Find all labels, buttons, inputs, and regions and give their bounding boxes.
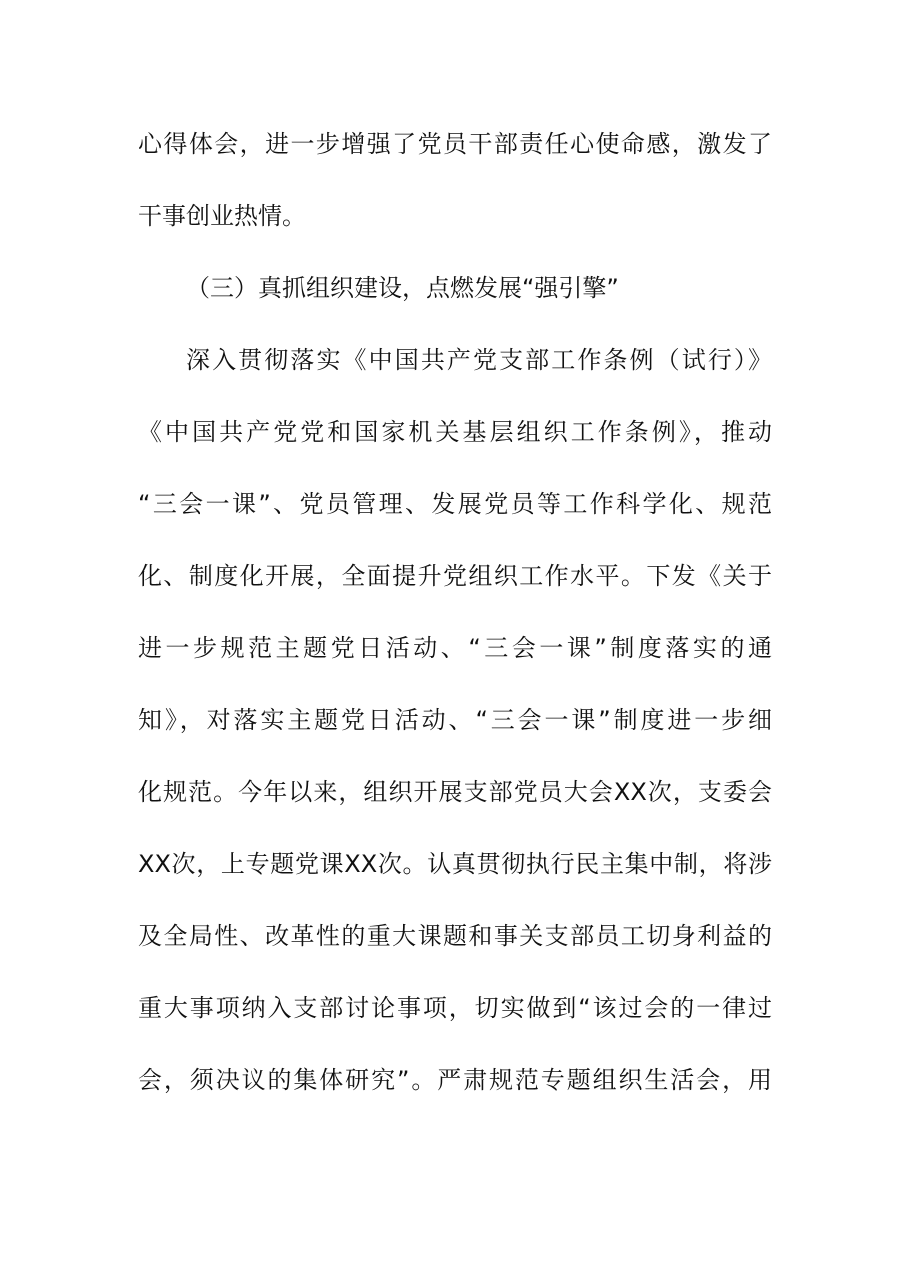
text-line: “三会一课”、党员管理、发展党员等工作科学化、规范: [138, 490, 772, 518]
paragraph-first-line: 深入贯彻落实《中国共产党支部工作条例（试行）》: [186, 346, 772, 374]
section-heading: （三）真抓组织建设，点燃发展“强引擎”: [186, 274, 619, 302]
text-line: 干事创业热情。: [138, 202, 306, 230]
text-line: 重大事项纳入支部讨论事项，切实做到“该过会的一律过: [138, 994, 772, 1022]
text-line: 知》，对落实主题党日活动、“三会一课”制度进一步细: [138, 706, 772, 734]
text-line: 会，须决议的集体研究”。严肃规范专题组织生活会，用: [138, 1066, 772, 1094]
text-line: 化、制度化开展，全面提升党组织工作水平。下发《关于: [138, 562, 772, 590]
text-line: 《中国共产党党和国家机关基层组织工作条例》，推动: [138, 418, 772, 446]
text-line: 进一步规范主题党日活动、“三会一课”制度落实的通: [138, 634, 772, 662]
text-line: 及全局性、改革性的重大课题和事关支部员工切身利益的: [138, 922, 772, 950]
text-line: XX次，上专题党课XX次。认真贯彻执行民主集中制，将涉: [138, 850, 772, 878]
text-line: 心得体会，进一步增强了党员干部责任心使命感，激发了: [138, 130, 772, 158]
text-line: 化规范。今年以来，组织开展支部党员大会XX次，支委会: [138, 778, 772, 806]
